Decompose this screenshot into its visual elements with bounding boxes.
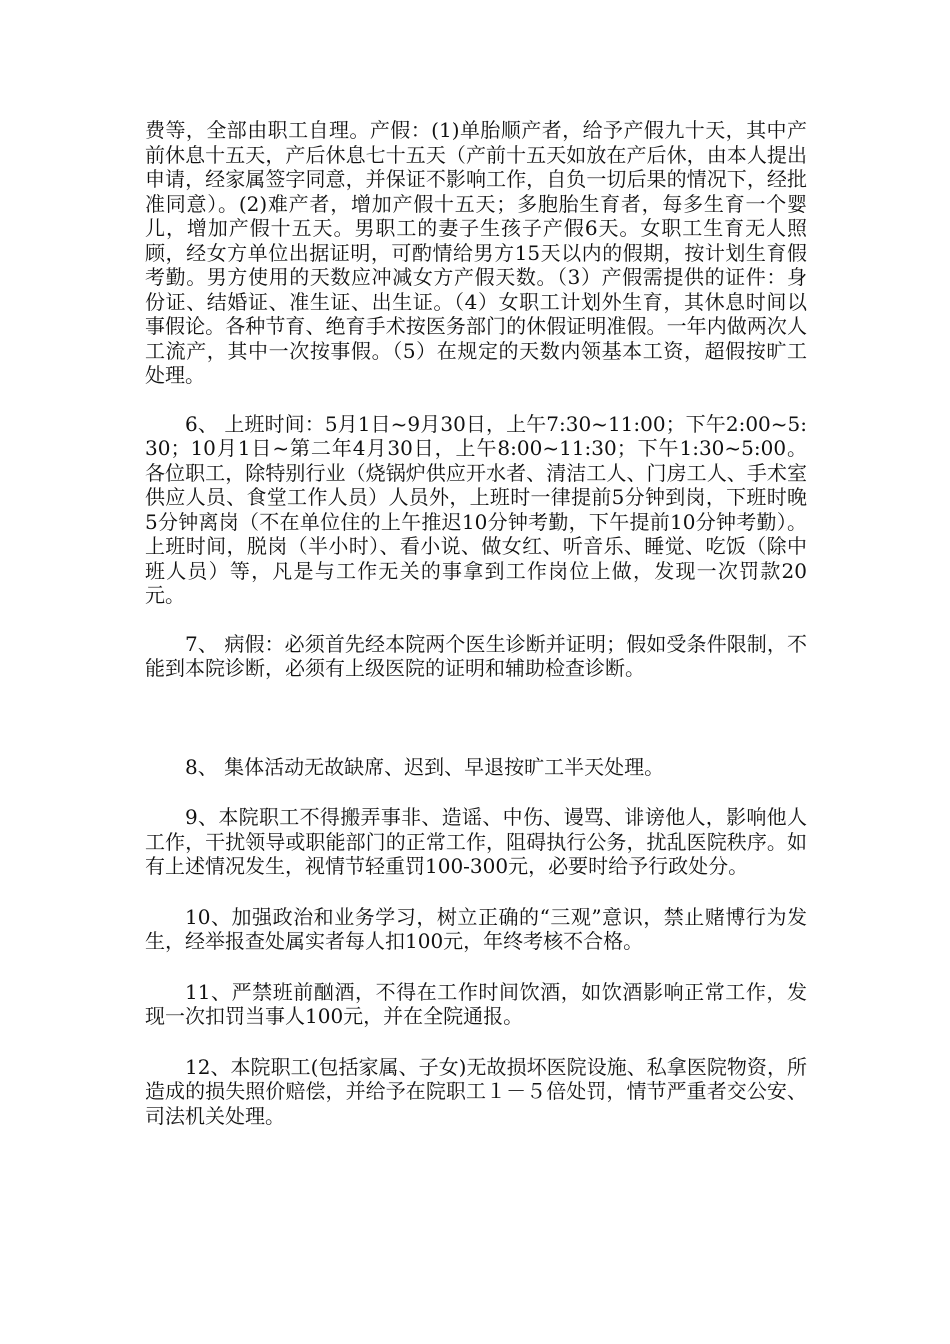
paragraph-12-property-damage: 12、本院职工(包括家属、子女)无故损坏医院设施、私拿医院物资，所造成的损失照价赔偿，并给予在院职工１－５倍处罚，情节严重者交公安、司法机关处理。 [145, 1054, 807, 1128]
paragraph-9-gossip: 9、本院职工不得搬弄事非、造谣、中伤、谩骂、诽谤他人，影响他人工作，干扰领导或职能部门的正常工作，阻碍执行公务，扰乱医院秩序。如有上述情况发生，视情节轻重罚100-300元，必要时给予行政处分。 [145, 805, 807, 878]
document-page [145, 118, 807, 1128]
paragraph-10-study-gambling: 10、加强政治和业务学习，树立正确的“三观”意识，禁止赌博行为发生，经举报查处属实者每人扣100元，年终考核不合格。 [145, 904, 807, 953]
paragraph-11-alcohol: 11、严禁班前酗酒，不得在工作时间饮酒，如饮酒影响正常工作，发现一次扣罚当事人100元，并在全院通报。 [145, 979, 807, 1028]
paragraph-maternity-leave: 费等，全部由职工自理。产假：(1)单胎顺产者，给予产假九十天，其中产前休息十五天，产后休息七十五天（产前十五天如放在产后休，由本人提出申请，经家属签字同意，并保证不影响工作，自负一切后果的情况下，经批准同意）。(2)难产者，增加产假十五天；多胞胎生育者，每多生育一个婴儿，增加产假十五天。男职工的妻子生孩子产假6天。女职工生育无人照顾，经女方单位出据证明，可酌情给男方15天以内的假期，按计划生育假考勤。男方使用的天数应冲减女方产假天数。（3）产假需提供的证件：身份证、结婚证、准生证、出生证。（4）女职工计划外生育，其休息时间以事假论。各种节育、绝育手术按医务部门的休假证明准假。一年内做两次人工流产，其中一次按事假。（5）在规定的天数内领基本工资，超假按旷工处理。 [145, 118, 807, 387]
paragraph-8-collective-activities: 8、 集体活动无故缺席、迟到、早退按旷工半天处理。 [185, 754, 665, 779]
paragraph-7-sick-leave: 7、 病假：必须首先经本院两个医生诊断并证明；假如受条件限制，不能到本院诊断，必须有上级医院的证明和辅助检查诊断。 [145, 631, 807, 680]
paragraph-6-work-hours: 6、 上班时间：5月1日~9月30日，上午7:30~11:00；下午2:00~5:30；10月1日~第二年4月30日，上午8:00~11:30；下午1:30~5:00。各位职工，除特别行业（烧锅炉供应开水者、清洁工人、门房工人、手术室供应人员、食堂工作人员）人员外，上班时一律提前5分钟到岗，下班时晚5分钟离岗（不在单位住的上午推迟10分钟考勤，下午提前10分钟考勤）。上班时间，脱岗（半小时）、看小说、做女红、听音乐、睡觉、吃饭（除中班人员）等，凡是与工作无关的事拿到工作岗位上做，发现一次罚款20元。 [145, 411, 807, 607]
